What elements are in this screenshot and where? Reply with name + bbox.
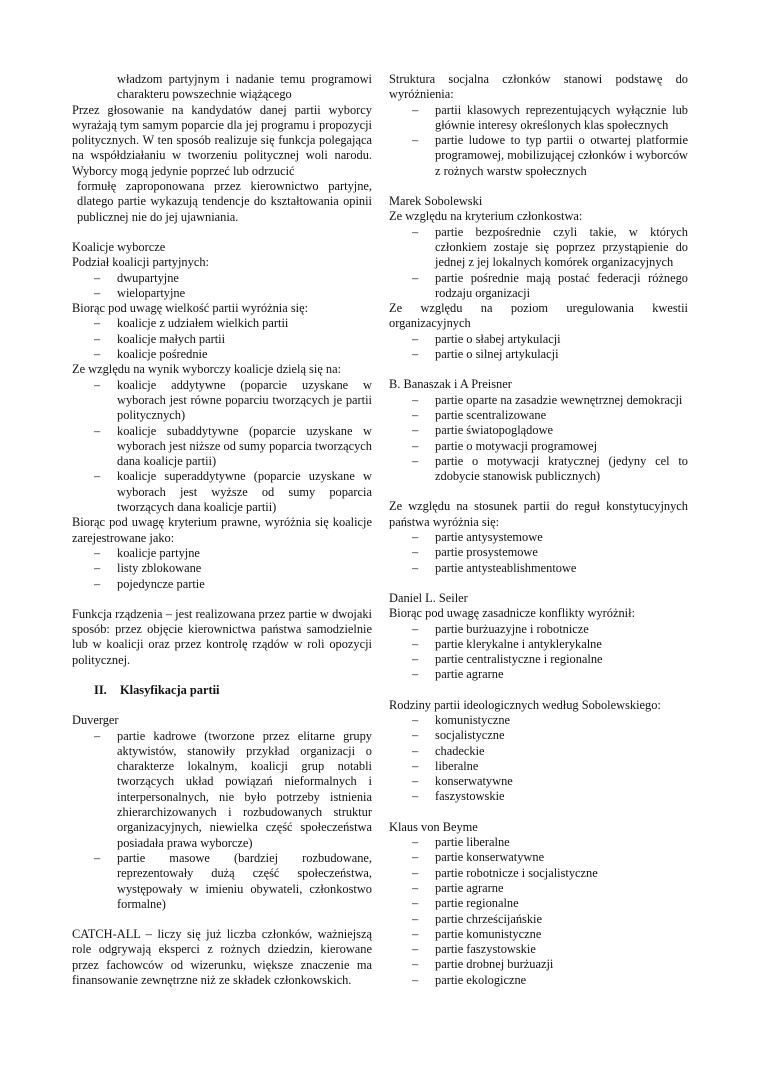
list-item: – partie o silnej artykulacji xyxy=(389,347,688,362)
size-list xyxy=(72,316,372,362)
list-item: – koalicje małych partii xyxy=(72,332,372,347)
coalition-division-intro: Podział koalicji partyjnych: xyxy=(72,255,209,270)
list-item: – partie antysteablishmentowe xyxy=(389,561,688,576)
list-item: – konserwatywne xyxy=(389,774,688,789)
list-item: – faszystowskie xyxy=(389,789,688,804)
list-item: – komunistyczne xyxy=(389,713,688,728)
list-item: – koalicje superaddytywne (poparcie uzyskane w wyborach jest wyższe od sumy poparcia tworzących dana koalicje partii) xyxy=(72,469,372,515)
section-heading xyxy=(72,683,372,698)
left-column xyxy=(72,72,372,988)
list-item: – partie konserwatywne xyxy=(389,850,688,865)
list-item: – partie klerykalne i antyklerykalne xyxy=(389,637,688,652)
membership-list xyxy=(389,225,688,301)
list-item: – partie scentralizowane xyxy=(389,408,688,423)
list-item: – partie burżuazyjne i robotnicze xyxy=(389,622,688,637)
list-item: – partii klasowych reprezentujących wyłącznie lub głównie interesy określonych klas społecznych xyxy=(389,103,688,134)
families-intro: Rodziny partii ideologicznych według Sobolewskiego: xyxy=(389,697,661,712)
coalitions-title: Koalicje wyborcze xyxy=(72,239,166,254)
list-item: – partie ekologiczne xyxy=(389,973,688,988)
beyme-list xyxy=(389,835,688,988)
catch-all-paragraph: CATCH-ALL – liczy się już liczba członków, ważniejszą role odgrywają eksperci z rożnych dziedzin, kierowane przez fachowców od wizerunku, większe znaczenie ma finansowanie zewnętrzne niż ze składek członkowskich. xyxy=(72,927,372,988)
result-intro: Ze względu na wynik wyborczy koalicje dzielą się na: xyxy=(72,362,342,377)
list-item: – partie centralistyczne i regionalne xyxy=(389,652,688,667)
section-title: Klasyfikacja partii xyxy=(120,682,220,697)
list-item: – listy zblokowane xyxy=(72,561,372,576)
voting-paragraph: Przez głosowanie na kandydatów danej partii wyborcy wyrażają tym samym poparcie dla jej programu i propozycji politycznych. W ten sposób realizuje się funkcja polegająca na współdziałaniu w tworzeniu politycznej woli narodu. Wyborcy mogą jedynie poprzeć lub odrzucić xyxy=(72,102,372,178)
list-item: – koalicje z udziałem wielkich partii xyxy=(72,316,372,331)
organizational-intro: Ze względu na poziom uregulowania kwestii organizacyjnych xyxy=(389,301,688,331)
list-item: – partie o słabej artykulacji xyxy=(389,332,688,347)
list-item: – partie drobnej burżuazji xyxy=(389,957,688,972)
list-item: – koalicje subaddytywne (poparcie uzyskane w wyborach jest niższe od sumy poparcia tworzących dana koalicje partii) xyxy=(72,424,372,470)
list-item: – partie komunistyczne xyxy=(389,927,688,942)
organizational-list xyxy=(389,332,688,363)
list-item: – partie światopoglądowe xyxy=(389,423,688,438)
list-item: – koalicje partyjne xyxy=(72,546,372,561)
duverger-list xyxy=(72,729,372,913)
list-item: – liberalne xyxy=(389,759,688,774)
list-item: – partie o motywacji kratycznej (jedyny cel to zdobycie stanowisk publicznych) xyxy=(389,454,688,485)
list-item: – partie ludowe to typ partii o otwartej platformie programowej, mobilizującej członków i wyborców z rożnych warstw społecznych xyxy=(389,133,688,179)
seiler-list xyxy=(389,622,688,683)
legal-list xyxy=(72,546,372,592)
list-item: – partie agrarne xyxy=(389,667,688,682)
size-intro: Biorąc pod uwagę wielkość partii wyróżnia się: xyxy=(72,301,309,316)
list-item: – chadeckie xyxy=(389,744,688,759)
list-item: – partie prosystemowe xyxy=(389,545,688,560)
list-item: – partie masowe (bardziej rozbudowane, reprezentowały dużą część społeczeństwa, występowały w imieniu obywateli, członkostwo formalne) xyxy=(72,851,372,912)
list-item: – partie faszystowskie xyxy=(389,942,688,957)
result-list xyxy=(72,378,372,516)
list-item: – partie kadrowe (tworzone przez elitarne grupy aktywistów, stanowiły przykład organizacji o charakterze lokalnym, koalicji grup notabli tworzących układ powiązań nieformalnych i interpersonalnych, nie było potrzeby istnienia zhierarchizowanych i rozbudowanych struktur organizacyjnych, niewielka część społeczeństwa posiadała prawa wyborcze) xyxy=(72,729,372,851)
seiler-title: Daniel L. Seiler xyxy=(389,590,468,605)
list-item: – wielopartyjne xyxy=(72,286,372,301)
list-item: – partie agrarne xyxy=(389,881,688,896)
membership-intro: Ze względu na kryterium członkostwa: xyxy=(389,209,583,224)
constitutional-intro: Ze względu na stosunek partii do reguł konstytucyjnych państwa wyróżnia się: xyxy=(389,499,688,529)
list-item: – dwupartyjne xyxy=(72,271,372,286)
list-item: – partie oparte na zasadzie wewnętrznej demokracji xyxy=(389,393,688,408)
list-item: – koalicje addytywne (poparcie uzyskane w wyborach jest równe poparciu tworzących je partii politycznych) xyxy=(72,378,372,424)
list-item: – partie chrześcijańskie xyxy=(389,912,688,927)
constitutional-list xyxy=(389,530,688,576)
families-list xyxy=(389,713,688,805)
list-item: – partie regionalne xyxy=(389,896,688,911)
list-item: – partie antysystemowe xyxy=(389,530,688,545)
formula-paragraph: formułę zaproponowana przez kierownictwo partyjne, dlatego partie wykazują tendencje do kształtowania opinii publicznej nie do jej ujawniania. xyxy=(77,179,372,224)
intro-continuation: władzom partyjnym i nadanie temu programowi charakteru powszechnie wiążącego xyxy=(117,72,372,102)
list-item: – partie o motywacji programowej xyxy=(389,439,688,454)
governing-function-paragraph: Funkcja rządzenia – jest realizowana przez partie w dwojaki sposób: przez objęcie kierownictwa państwa samodzielnie lub w koalicji oraz przez kontrolę rządów w roli opozycji politycznej. xyxy=(72,606,372,667)
list-item: – partie pośrednie mają postać federacji różnego rodzaju organizacji xyxy=(389,271,688,302)
beyme-title: Klaus von Beyme xyxy=(389,819,478,834)
list-item: – koalicje pośrednie xyxy=(72,347,372,362)
list-item: – socjalistyczne xyxy=(389,728,688,743)
right-column xyxy=(389,72,688,988)
social-structure-intro: Struktura socjalna członków stanowi podstawę do wyróżnienia: xyxy=(389,72,688,102)
sobolewski-title: Marek Sobolewski xyxy=(389,194,483,209)
duverger-title: Duverger xyxy=(72,713,119,728)
list-item: – partie liberalne xyxy=(389,835,688,850)
seiler-intro: Biorąc pod uwagę zasadnicze konflikty wyróżnił: xyxy=(389,606,636,621)
list-item: – pojedyncze partie xyxy=(72,577,372,592)
legal-intro: Biorąc pod uwagę kryterium prawne, wyróżnia się koalicje zarejestrowane jako: xyxy=(72,515,372,545)
banaszak-title: B. Banaszak i A Preisner xyxy=(389,377,512,392)
list-item: – partie robotnicze i socjalistyczne xyxy=(389,866,688,881)
coalition-division-list xyxy=(72,271,372,302)
banaszak-list xyxy=(389,393,688,485)
section-number: II. xyxy=(94,682,107,697)
list-item: – partie bezpośrednie czyli takie, w których członkiem zostaje się poprzez przystąpienie do jednej z jej lokalnych komórek organizacyjnych xyxy=(389,225,688,271)
social-structure-list xyxy=(389,103,688,179)
